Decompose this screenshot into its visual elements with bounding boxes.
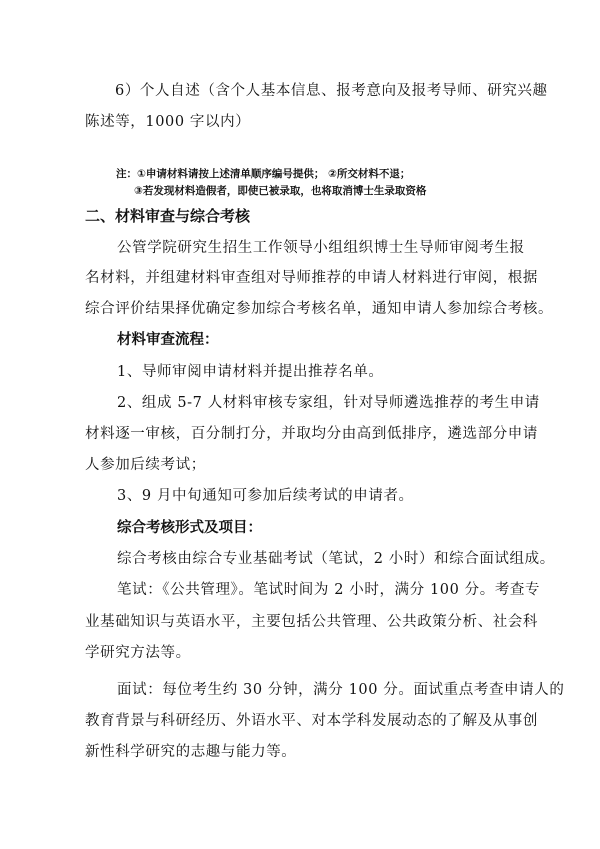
exam-intro: 综合考核由综合专业基础考试（笔试，2 小时）和综合面试组成。: [117, 551, 555, 567]
review-step-2-line-3: 人参加后续考试；: [85, 457, 206, 473]
written-line-2: 业基础知识与英语水平，主要包括公共管理、公共政策分析、社会科: [85, 614, 538, 630]
note-line-1: 注：①申请材料请按上述清单顺序编号提供； ②所交材料不退；: [116, 168, 411, 180]
intro-line-2: 名材料，并组建材料审查组对导师推荐的申请人材料进行审阅，根据: [85, 270, 538, 286]
interview-line-2: 教育背景与科研经历、外语水平、对本学科发展动态的了解及从事创: [85, 713, 538, 729]
item-6-line-1: 6）个人自述（含个人基本信息、报考意向及报考导师、研究兴趣: [115, 83, 548, 99]
intro-line-3: 综合评价结果择优确定参加综合考核名单，通知申请人参加综合考核。: [85, 301, 554, 317]
review-step-1: 1、导师审阅申请材料并提出推荐名单。: [117, 364, 384, 380]
review-step-2-line-2: 材料逐一审核，百分制打分，并取均分由高到低排序，遴选部分申请: [85, 426, 538, 442]
review-step-2-line-1: 2、组成 5-7 人材料审核专家组，针对导师遴选推荐的考生申请: [117, 395, 540, 411]
exam-title: 综合考核形式及项目：: [117, 520, 262, 536]
interview-line-3: 新性科学研究的志趣与能力等。: [85, 744, 297, 760]
intro-line-1: 公管学院研究生招生工作领导小组组织博士生导师审阅考生报: [117, 240, 525, 256]
interview-line-1: 面试：每位考生约 30 分钟，满分 100 分。面试重点考查申请人的: [117, 682, 565, 698]
review-step-3: 3、9 月中旬通知可参加后续考试的申请者。: [117, 488, 414, 504]
item-6-line-2: 陈述等，1000 字以内）: [85, 114, 251, 130]
note-line-2: ③若发现材料造假者，即使已被录取，也将取消博士生录取资格: [134, 185, 427, 197]
section-heading: 二、材料审查与综合考核: [85, 207, 251, 225]
written-line-1: 笔试：《公共管理》。笔试时间为 2 小时，满分 100 分。考查专: [117, 582, 541, 598]
review-title: 材料审查流程：: [117, 332, 219, 348]
written-line-3: 学研究方法等。: [85, 645, 191, 661]
